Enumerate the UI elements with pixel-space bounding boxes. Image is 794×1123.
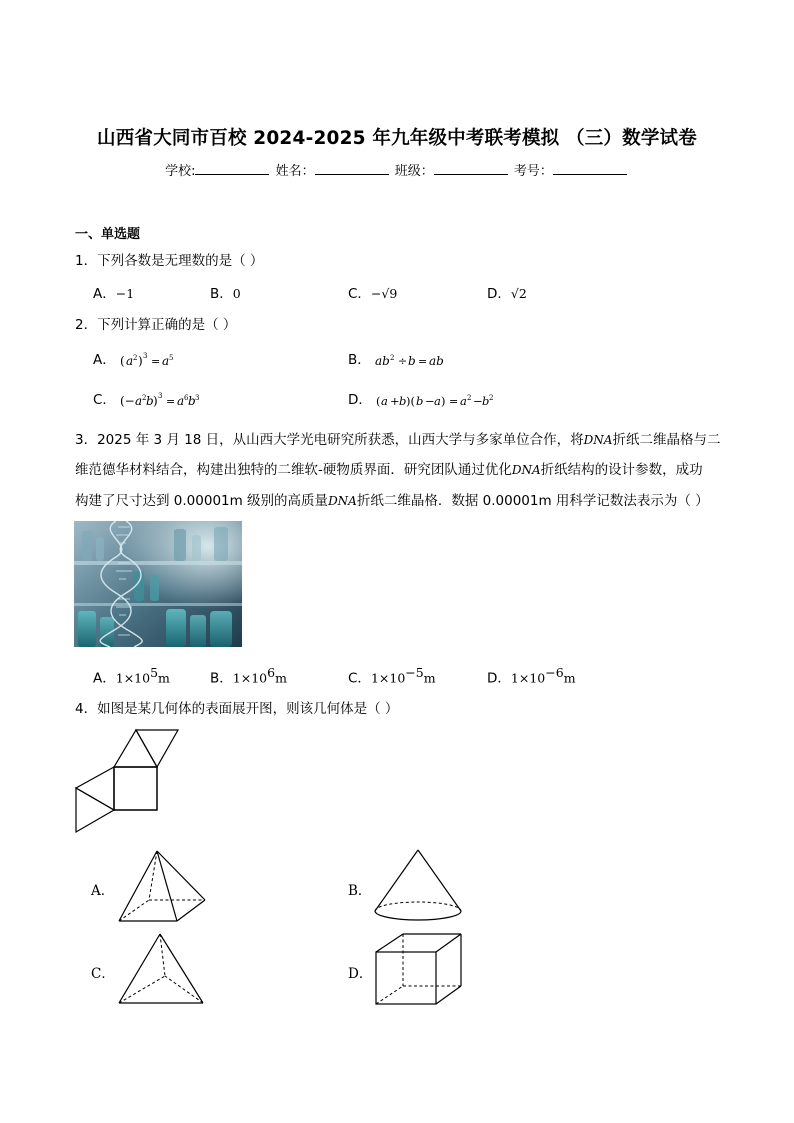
question-4-option-b-label[interactable]: B． [348,883,372,899]
option-label: B． [210,670,233,687]
question-1-option-c[interactable] [348,282,397,302]
option-label: D． [487,670,511,687]
svg-text:a: a [177,393,185,408]
question-1-option-b[interactable] [210,282,241,302]
option-value: 0 [232,286,241,301]
svg-text:3: 3 [195,393,200,402]
stem-text: 折纸二维晶格与二 [612,432,721,448]
formula-b [375,352,475,370]
svg-text:a: a [381,393,389,408]
stem-text: 折纸二维晶格．数据 0.00001m 用科学记数法表示为（ ） [356,493,709,509]
svg-text:−: − [473,393,483,408]
question-4-option-c-label[interactable]: C． [91,966,115,982]
svg-text:(: ( [376,393,381,408]
question-2-option-b[interactable] [348,348,475,370]
question-1-stem: 1．下列各数是无理数的是（ ） [75,253,264,269]
svg-text:)(: )( [406,393,416,408]
option-unit: m [158,670,170,686]
svg-text:=: = [151,354,161,368]
question-3-option-c[interactable] [348,665,436,687]
option-label: C． [348,286,371,302]
option-label: D． [348,392,372,408]
svg-text:6: 6 [184,393,189,402]
question-4-option-d-label[interactable]: D． [348,966,373,982]
option-exponent: 5 [150,665,159,680]
class-field[interactable] [434,162,508,175]
svg-text:2: 2 [133,353,138,362]
svg-text:3: 3 [143,351,148,360]
question-3-stem-line-3 [75,489,709,509]
option-unit: m [275,670,287,686]
svg-text:b: b [482,393,490,408]
option-exponent: 6 [267,665,276,680]
question-2-stem: 2．下列计算正确的是（ ） [75,317,237,333]
svg-text:ab: ab [429,353,444,368]
net-square-top [114,767,157,810]
option-exponent: −6 [545,665,564,680]
tetrahedron-figure[interactable] [115,932,207,1008]
class-label: 班级： [394,164,434,179]
svg-text:a: a [434,393,442,408]
svg-text:a: a [135,393,143,408]
question-3-stem-line-2 [75,458,703,478]
svg-text:÷: ÷ [398,354,408,368]
name-label: 姓名： [275,164,315,179]
svg-text:): ) [138,353,143,368]
stem-dna: DNA [583,433,613,447]
svg-text:5: 5 [169,353,174,362]
svg-text:(−: (− [120,393,135,408]
option-label: B． [210,286,233,302]
pyramid-figure[interactable] [115,848,210,926]
option-label: C． [93,392,116,408]
svg-text:+: + [390,393,400,408]
option-value: −1 [115,286,135,301]
svg-text:b: b [399,393,407,408]
school-field[interactable] [195,162,269,175]
option-label: A． [93,286,116,302]
option-value: 1×10 [232,670,268,686]
svg-text:b: b [408,353,416,368]
stem-dna: DNA [328,494,357,508]
option-value: 1×10 [115,670,151,686]
stem-dna: DNA [511,463,541,477]
svg-text:(: ( [120,353,125,368]
student-info-line [0,160,794,179]
svg-text:2: 2 [489,393,494,402]
svg-text:): ) [441,393,446,408]
option-label: A． [93,352,116,368]
name-field[interactable] [315,162,389,175]
svg-text:b: b [416,393,424,408]
question-2-option-a[interactable] [93,348,200,370]
svg-text:a: a [460,393,468,408]
prism-net-figure [70,725,190,840]
svg-text:b: b [188,393,196,408]
question-3-stem-line-1 [75,428,720,448]
question-1-option-d[interactable] [487,282,527,302]
option-exponent: −5 [405,665,424,680]
svg-text:a: a [162,353,170,368]
exam-no-field[interactable] [553,162,627,175]
question-4-option-a-label[interactable]: A． [91,883,115,899]
formula-d [376,392,526,410]
formula-c [120,392,230,410]
exam-title: 山西省大同市百校 2024-2025 年九年级中考联考模拟 （三）数学试卷 [97,128,697,149]
dna-lab-photo [74,521,242,647]
school-label: 学校: [165,164,196,179]
option-label: A． [93,670,116,687]
question-2-option-c[interactable] [93,388,230,410]
svg-text:−: − [425,393,435,408]
stem-text: 3．2025 年 3 月 18 日，从山西大学光电研究所获悉，山西大学与多家单位合作，将 [75,432,584,448]
svg-text:3: 3 [158,391,163,400]
svg-text:2: 2 [142,393,147,402]
option-label: D． [487,286,511,302]
exam-no-label: 考号： [513,164,553,179]
section-title: 一、单选题 [75,227,141,242]
question-2-option-d[interactable] [348,388,526,410]
svg-text:a: a [126,353,134,368]
cone-figure[interactable] [370,848,466,924]
option-value: √2 [510,286,527,301]
svg-text:=: = [166,394,176,408]
stem-text: 折纸结构的设计参数，成功 [540,462,703,478]
question-3-option-a[interactable] [93,665,170,687]
question-1-option-a[interactable] [93,282,134,302]
option-value: 1×10 [510,670,546,686]
question-3-option-b[interactable] [210,665,287,687]
svg-text:ab: ab [375,353,390,368]
option-value: −√9 [370,286,398,301]
option-value: 1×10 [370,670,406,686]
svg-text:=: = [418,354,428,368]
option-label: B． [348,352,371,368]
formula-a [120,352,200,370]
question-3-option-d[interactable] [487,665,576,687]
svg-text:=: = [449,394,459,408]
svg-text:2: 2 [390,353,395,362]
option-label: C． [348,670,371,687]
option-unit: m [563,670,576,686]
question-4-stem: 4．如图是某几何体的表面展开图，则该几何体是（ ） [75,701,399,717]
cube-figure[interactable] [372,932,466,1008]
stem-text: 构建了尺寸达到 0.00001m 级别的高质量 [75,493,329,509]
stem-text: 维范德华材料结合，构建出独特的二维软-硬物质界面．研究团队通过优化 [75,462,512,478]
svg-text:2: 2 [467,393,472,402]
option-unit: m [423,670,436,686]
svg-text:): ) [153,393,158,408]
svg-text:b: b [146,393,154,408]
